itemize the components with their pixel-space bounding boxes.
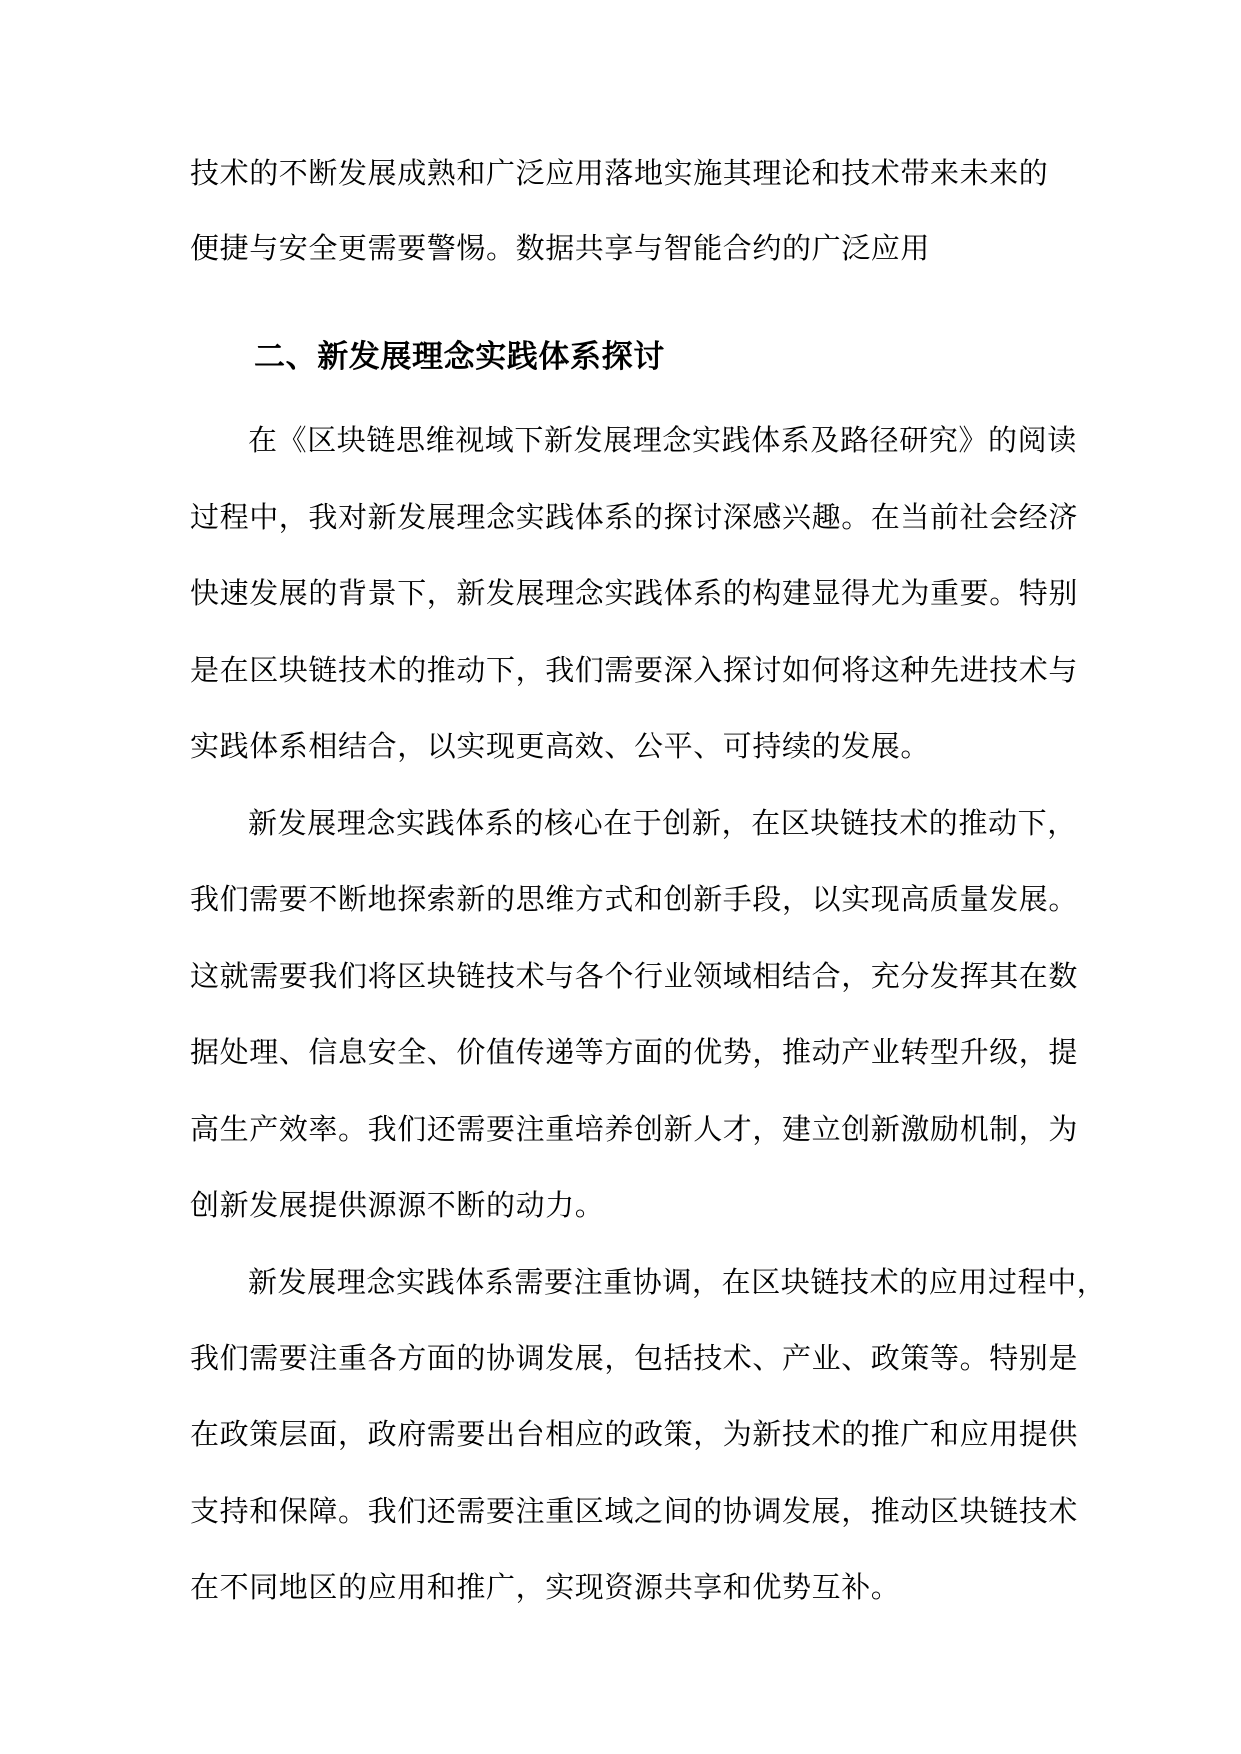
paragraph-1-line-2: 过程中，我对新发展理念实践体系的探讨深感兴趣。在当前社会经济 [190,500,1079,534]
paragraph-3-line-4: 支持和保障。我们还需要注重区域之间的协调发展，推动区块链技术 [190,1494,1079,1528]
intro-line-2: 便捷与安全更需要警惕。数据共享与智能合约的广泛应用 [190,231,931,265]
paragraph-2-line-1: 新发展理念实践体系的核心在于创新，在区块链技术的推动下， [248,806,1077,840]
paragraph-3-line-1: 新发展理念实践体系需要注重协调，在区块链技术的应用过程中， [248,1265,1107,1299]
paragraph-2-line-4: 据处理、信息安全、价值传递等方面的优势，推动产业转型升级，提 [190,1035,1079,1069]
paragraph-1-line-3: 快速发展的背景下，新发展理念实践体系的构建显得尤为重要。特别 [190,576,1079,610]
paragraph-3-line-3: 在政策层面，政府需要出台相应的政策，为新技术的推广和应用提供 [190,1417,1079,1451]
paragraph-3-line-5: 在不同地区的应用和推广，实现资源共享和优势互补。 [190,1570,901,1604]
paragraph-2-line-2: 我们需要不断地探索新的思维方式和创新手段，以实现高质量发展。 [190,882,1079,916]
paragraph-2-line-5: 高生产效率。我们还需要注重培养创新人才，建立创新激励机制，为 [190,1112,1079,1146]
paragraph-1-line-5: 实践体系相结合，以实现更高效、公平、可持续的发展。 [190,729,931,763]
section-heading: 二、新发展理念实践体系探讨 [254,339,665,375]
paragraph-1-line-1: 在《区块链思维视域下新发展理念实践体系及路径研究》的阅读 [248,423,1077,457]
paragraph-1-line-4: 是在区块链技术的推动下，我们需要深入探讨如何将这种先进技术与 [190,653,1079,687]
paragraph-2-line-3: 这就需要我们将区块链技术与各个行业领域相结合，充分发挥其在数 [190,959,1079,993]
paragraph-2-line-6: 创新发展提供源源不断的动力。 [190,1188,605,1222]
paragraph-3-line-2: 我们需要注重各方面的协调发展，包括技术、产业、政策等。特别是 [190,1341,1079,1375]
intro-line-1: 技术的不断发展成熟和广泛应用落地实施其理论和技术带来未来的 [190,156,1049,190]
